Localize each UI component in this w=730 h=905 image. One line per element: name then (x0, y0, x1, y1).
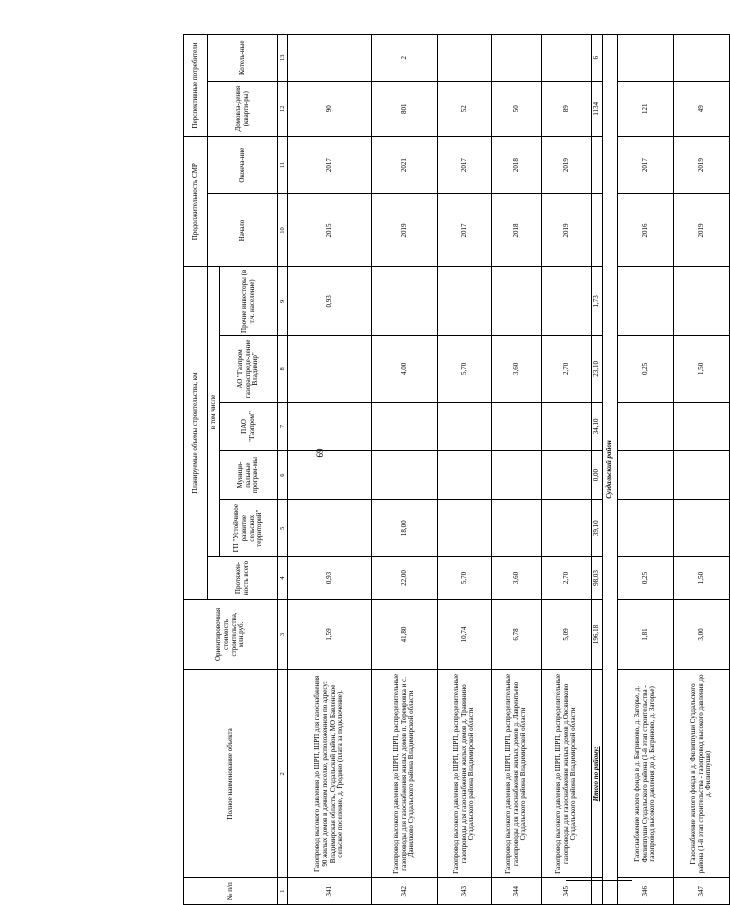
row-other: 0,93 (288, 267, 372, 336)
row-start: 2017 (438, 194, 492, 267)
table-row (492, 35, 542, 905)
row-no: 346 (618, 878, 674, 905)
total-cost: 196,18 (592, 599, 603, 670)
row-length: 0,93 (288, 557, 372, 599)
total-households: 1134 (592, 81, 603, 136)
row-boilers (618, 35, 674, 82)
column-number: 9 (278, 267, 288, 336)
header-start: Начало (208, 194, 278, 267)
total-boilers: 6 (592, 35, 603, 82)
page-number: 69 (315, 448, 325, 458)
row-municipal (542, 451, 592, 500)
row-boilers (492, 35, 542, 82)
total-gp: 39,10 (592, 499, 603, 557)
column-number: 5 (278, 499, 288, 557)
row-other (674, 267, 730, 336)
row-pao (372, 402, 438, 451)
total-row (592, 35, 603, 905)
row-gp (674, 499, 730, 557)
row-pao (288, 402, 372, 451)
row-households: 801 (372, 81, 438, 136)
row-name: Газопровод высокого давления до ШРП, ШРП, распределительные газопроводы для газоснабжения жилых домов д.Овсяниково Суздальского района Владимирской области (542, 670, 592, 878)
table-row (288, 35, 372, 905)
header-duration-group: Продолжительность СМР (184, 136, 208, 267)
row-no: 344 (492, 878, 542, 905)
total-municipal: 0,00 (592, 451, 603, 500)
row-ao: 0,25 (618, 336, 674, 402)
row-length: 5,70 (438, 557, 492, 599)
row-boilers (288, 35, 372, 82)
column-number: 6 (278, 451, 288, 500)
row-boilers (674, 35, 730, 82)
table-row (674, 35, 730, 905)
row-ao: 4,00 (372, 336, 438, 402)
row-no: 341 (288, 878, 372, 905)
table-row (542, 35, 592, 905)
row-gp (542, 499, 592, 557)
row-end: 2019 (542, 136, 592, 194)
table-row (372, 35, 438, 905)
row-length: 22,00 (372, 557, 438, 599)
bottom-rule-line (566, 880, 632, 881)
row-cost: 3,00 (674, 599, 730, 670)
row-gp (438, 499, 492, 557)
row-name: Газоснабжение жилого фонда в д. Багриново, д. Загорье, д. Филиппуши Суздальского района (1-й этап строительства - газопровод высокого давления до д. Багриново, д. Загорье) (618, 670, 674, 878)
row-pao (438, 402, 492, 451)
row-end: 2017 (618, 136, 674, 194)
row-households: 50 (492, 81, 542, 136)
column-number: 11 (278, 136, 288, 194)
header-households: Домовла-дения (кварти-ры) (208, 81, 278, 136)
row-name: Газопровод высокого давления до ШРП, ШРП, распределительные газопроводы для газоснабжения жилых домов д. Травинино Суздальского района Владимирской области (438, 670, 492, 878)
header-ao: АО "Газпром газораспреде-ление Владимир" (220, 336, 278, 402)
header-pao: ПАО "Газпром" (220, 402, 278, 451)
column-number-row (278, 35, 288, 905)
row-start: 2019 (542, 194, 592, 267)
region-row (603, 35, 618, 905)
row-gp (492, 499, 542, 557)
column-number: 7 (278, 402, 288, 451)
row-start: 2018 (492, 194, 542, 267)
row-households: 49 (674, 81, 730, 136)
row-end: 2017 (438, 136, 492, 194)
row-cost: 1,81 (618, 599, 674, 670)
total-label: Итого по району: (592, 670, 603, 878)
row-end: 2018 (492, 136, 542, 194)
row-start: 2019 (372, 194, 438, 267)
row-start: 2019 (674, 194, 730, 267)
total-pao: 34,10 (592, 402, 603, 451)
column-number: 1 (278, 878, 288, 905)
column-number: 2 (278, 670, 288, 878)
row-ao (288, 336, 372, 402)
region-title: Суздальский район (603, 35, 618, 905)
row-cost: 6,78 (492, 599, 542, 670)
row-municipal (618, 451, 674, 500)
row-households: 52 (438, 81, 492, 136)
header-name: Полное наименование объекта (184, 670, 278, 878)
row-municipal (372, 451, 438, 500)
row-name: Газопровод высокого давления до ШРП, ШРП, распределительные газопроводы для газоснабжения жилых домов п. Теремровка и с. Данилково Суздальского района Владимирской области (372, 670, 438, 878)
row-boilers: 2 (372, 35, 438, 82)
row-cost: 10,74 (438, 599, 492, 670)
header-other: Прочие инвесторы (в т.ч. население) (220, 267, 278, 336)
row-municipal (288, 451, 372, 500)
row-end: 2019 (674, 136, 730, 194)
row-end: 2021 (372, 136, 438, 194)
row-other (492, 267, 542, 336)
total-length: 98,03 (592, 557, 603, 599)
total-no-cell (592, 878, 603, 905)
row-cost: 41,80 (372, 599, 438, 670)
total-end (592, 136, 603, 194)
header-boilers: Котель-ные (208, 35, 278, 82)
header-no: № п/п (184, 878, 278, 905)
header-end: Оконча-ние (208, 136, 278, 194)
construction-plan-table (183, 34, 730, 905)
row-no: 345 (542, 878, 592, 905)
total-start (592, 194, 603, 267)
row-length: 2,70 (542, 557, 592, 599)
row-length: 0,25 (618, 557, 674, 599)
row-name: Газопровод высокого давления до ШРП, ШРП для газоснабжения 90 жилых домов в дачном поселке, расположенном по адресу: Владимирская область, Суздальский район, МО Бавленское сельское поселение, д. Гродино (плата за подключение). (288, 670, 372, 878)
row-ao: 2,70 (542, 336, 592, 402)
row-municipal (492, 451, 542, 500)
row-pao (492, 402, 542, 451)
row-length: 1,50 (674, 557, 730, 599)
row-name: Газоснабжение жилого фонда в д. Филиппуши Суздальского района (1-й этап строительства - газопровод высокого давления до д. Филиппуши) (674, 670, 730, 878)
header-length-total: Протяжен-ность всего (208, 557, 278, 599)
column-number: 8 (278, 336, 288, 402)
row-no: 347 (674, 878, 730, 905)
row-gp: 18,00 (372, 499, 438, 557)
column-number: 10 (278, 194, 288, 267)
row-no: 342 (372, 878, 438, 905)
row-gp (288, 499, 372, 557)
row-pao (618, 402, 674, 451)
header-incl: в том числе (208, 267, 220, 557)
row-boilers (438, 35, 492, 82)
row-other (542, 267, 592, 336)
header-municipal: Муници-пальные програм-мы (220, 451, 278, 500)
header-row-1 (184, 35, 208, 905)
row-pao (542, 402, 592, 451)
row-no: 343 (438, 878, 492, 905)
total-ao: 23,10 (592, 336, 603, 402)
rotated-table-container (183, 34, 713, 905)
row-cost: 1,59 (288, 599, 372, 670)
row-ao: 1,50 (674, 336, 730, 402)
row-municipal (438, 451, 492, 500)
row-ao: 3,60 (492, 336, 542, 402)
row-other (618, 267, 674, 336)
header-cost: Ориентировочная стоимость строительства, млн.руб. (184, 599, 278, 670)
row-municipal (674, 451, 730, 500)
column-number: 3 (278, 599, 288, 670)
row-households: 89 (542, 81, 592, 136)
row-ao: 5,70 (438, 336, 492, 402)
row-start: 2016 (618, 194, 674, 267)
row-cost: 5,09 (542, 599, 592, 670)
row-households: 90 (288, 81, 372, 136)
row-other (372, 267, 438, 336)
column-number: 12 (278, 81, 288, 136)
column-number: 4 (278, 557, 288, 599)
row-boilers (542, 35, 592, 82)
row-name: Газопровод высокого давления до ШРП, ШРП, распределительные газопроводы для газоснабжения жилых домов д. Лаврентьево Суздальского района Владимирской области (492, 670, 542, 878)
row-other (438, 267, 492, 336)
row-length: 3,60 (492, 557, 542, 599)
header-gp: ГП "Устойчивое развитие сельских территорий" (220, 499, 278, 557)
row-start: 2015 (288, 194, 372, 267)
header-volumes-group: Планируемые объемы строительства, км (184, 267, 208, 599)
row-pao (674, 402, 730, 451)
row-end: 2017 (288, 136, 372, 194)
total-other: 1,73 (592, 267, 603, 336)
header-consumers-group: Перспективные потребители (184, 35, 208, 137)
row-households: 121 (618, 81, 674, 136)
table-row (618, 35, 674, 905)
table-row (438, 35, 492, 905)
row-gp (618, 499, 674, 557)
column-number: 13 (278, 35, 288, 82)
